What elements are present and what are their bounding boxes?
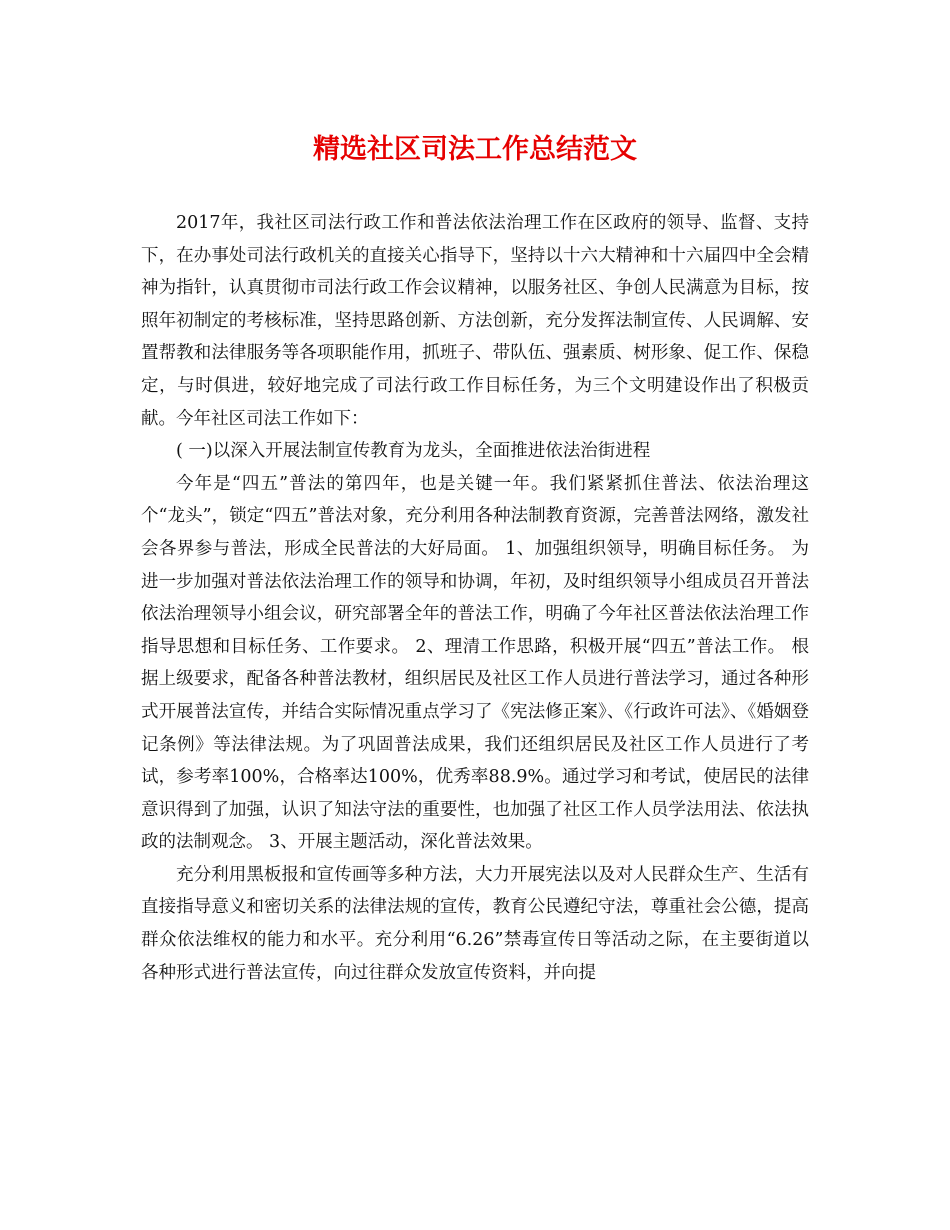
- document-title: 精选社区司法工作总结范文: [313, 134, 637, 165]
- document-body: [141, 207, 809, 989]
- paragraph-publicity: 充分利用黑板报和宣传画等多种方法，大力开展宪法以及对人民群众生产、生活有直接指导意义和密切关系的法律法规的宣传，教育公民遵纪守法，尊重社会公德，提高群众依法维权的能力和水平。充分利用“6.26”禁毒宣传日等活动之际，在主要街道以各种形式进行普法宣传，向过往群众发放宣传资料，并向提: [141, 864, 809, 983]
- section-heading: ( 一)以深入开展法制宣传教育为龙头，全面推进依法治街进程: [176, 441, 651, 462]
- paragraph-intro: 2017年，我社区司法行政工作和普法依法治理工作在区政府的领导、监督、支持下，在办事处司法行政机关的直接关心指导下，坚持以十六大精神和十六届四中全会精神为指针，认真贯彻市司法行政工作会议精神，以服务社区、争创人民满意为目标，按照年初制定的考核标准，坚持思路创新、方法创新，充分发挥法制宣传、人民调解、安置帮教和法律服务等各项职能作用，抓班子、带队伍、强素质、树形象、促工作、保稳定，与时俱进，较好地完成了司法行政工作目标任务，为三个文明建设作出了积极贡献。今年社区司法工作如下：: [141, 213, 809, 429]
- paragraph-legal-education: 今年是“四五”普法的第四年，也是关键一年。我们紧紧抓住普法、依法治理这个“龙头”，锁定“四五”普法对象，充分利用各种法制教育资源，完善普法网络，激发社会各界参与普法，形成全民普法的大好局面。 1、加强组织领导，明确目标任务。 为进一步加强对普法依法治理工作的领导和协调，年初，及时组织领导小组成员召开普法依法治理领导小组会议，研究部署全年的普法工作，明确了今年社区普法依法治理工作指导思想和目标任务、工作要求。 2、理清工作思路，积极开展“四五”普法工作。 根据上级要求，配备各种普法教材，组织居民及社区工作人员进行普法学习，通过各种形式开展普法宣传，并结合实际情况重点学习了《宪法修正案》、《行政许可法》、《婚姻登记条例》等法律法规。为了巩固普法成果，我们还组织居民及社区工作人员进行了考试，参考率100%，合格率达100%，优秀率88.9%。通过学习和考试，使居民的法律意识得到了加强，认识了知法守法的重要性，也加强了社区工作人员学法用法、依法执政的法制观念。 3、开展主题活动，深化普法效果。: [141, 473, 809, 853]
